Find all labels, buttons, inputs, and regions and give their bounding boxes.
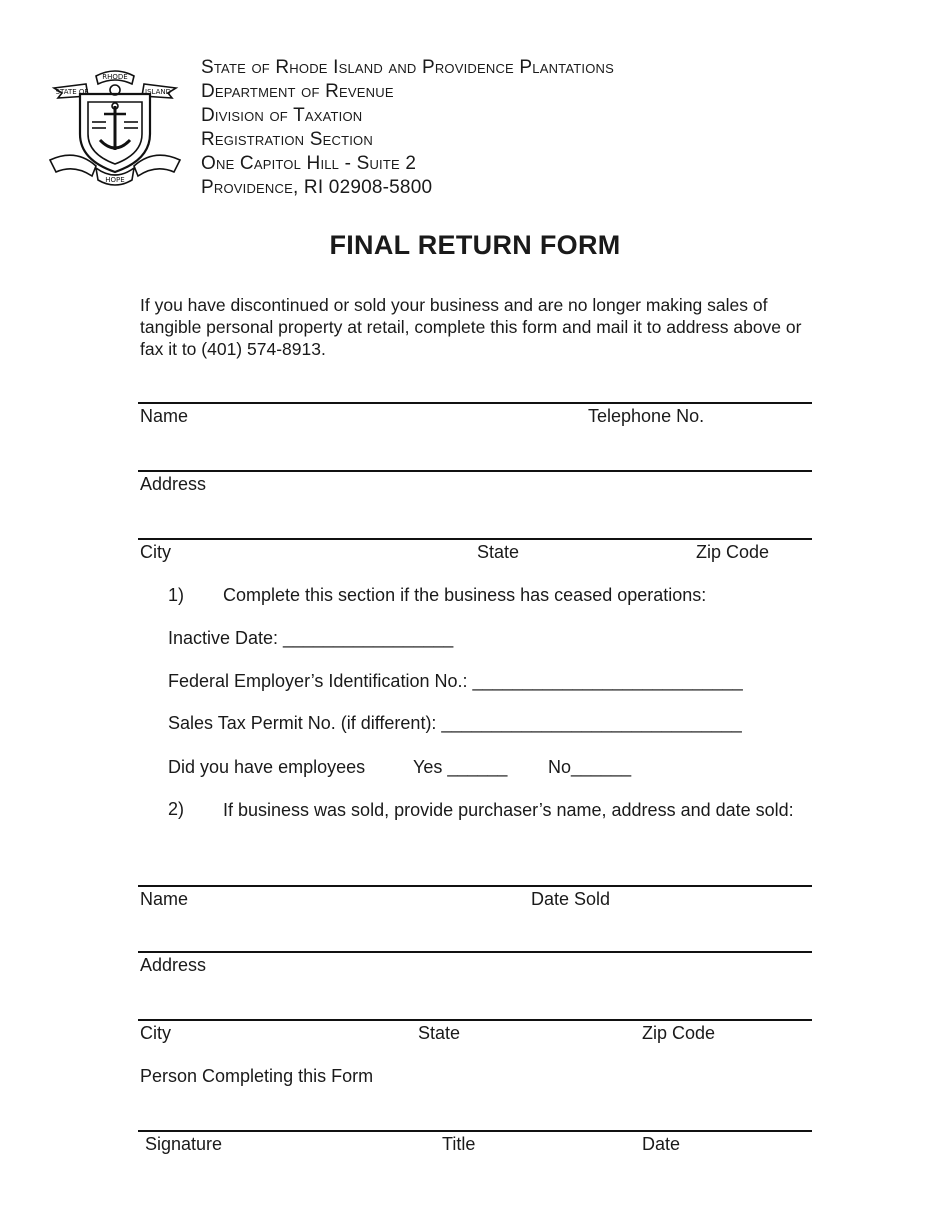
inactive-date-field[interactable]: Inactive Date: _________________ [168,628,454,648]
employees-question: Did you have employees [168,757,366,777]
purchaser-address-line[interactable] [138,1019,812,1021]
agency-line-state: State of Rhode Island and Providence Plantations [201,57,614,78]
purchaser-address-label: Address [140,955,207,975]
divider-line [138,885,812,887]
person-completing-heading: Person Completing this Form [140,1066,374,1086]
seal-banner-bottom-text: HOPE [105,176,125,184]
purchaser-city-label: City [140,1023,171,1043]
address-field-line[interactable] [138,538,812,540]
agency-line-department: Department of Revenue [201,81,394,102]
date-label: Date [642,1134,681,1154]
agency-line-section: Registration Section [201,129,373,150]
section-1-heading: Complete this section if the business has ceased operations: [223,585,707,605]
signature-label: Signature [145,1134,223,1154]
state-seal-logo [46,64,184,188]
agency-line-city: Providence, RI 02908-5800 [201,177,433,198]
city-field-label: City [140,542,171,562]
seal-banner-right-text: ISLAND [145,88,171,96]
purchaser-name-label: Name [140,889,189,909]
date-sold-label: Date Sold [531,889,611,909]
purchaser-state-label: State [418,1023,461,1043]
section-1-number: 1) [168,585,185,605]
seal-banner-top-text: RHODE [102,73,128,81]
employees-yes-field[interactable]: Yes ______ [413,757,508,777]
seal-banner-left-text: STATE OF [55,88,89,96]
zip-code-field-label: Zip Code [696,542,770,562]
agency-line-street: One Capitol Hill - Suite 2 [201,153,417,174]
divider-line [138,402,812,404]
signature-line[interactable] [138,1130,812,1132]
fein-field[interactable]: Federal Employer’s Identification No.: ___________________________ [168,671,743,691]
telephone-field-label: Telephone No. [588,406,705,426]
form-title: FINAL RETURN FORM [329,230,621,260]
title-label: Title [442,1134,476,1154]
purchaser-name-line[interactable] [138,951,812,953]
purchaser-zip-label: Zip Code [642,1023,716,1043]
state-field-label: State [477,542,520,562]
employees-no-field[interactable]: No______ [548,757,632,777]
section-2-heading: If business was sold, provide purchaser’s name, address and date sold: [223,800,794,820]
name-field-label: Name [140,406,189,426]
agency-line-division: Division of Taxation [201,105,363,126]
sales-tax-permit-field[interactable]: Sales Tax Permit No. (if different): ______________________________ [168,713,742,733]
form-instructions: If you have discontinued or sold your business and are no longer making sales of tangible personal property at retail, complete this form and mail it to address above or fax it to (401) 574-8913. [140,295,802,359]
name-field-line[interactable] [138,470,812,472]
address-field-label: Address [140,474,207,494]
section-2-number: 2) [168,799,185,819]
